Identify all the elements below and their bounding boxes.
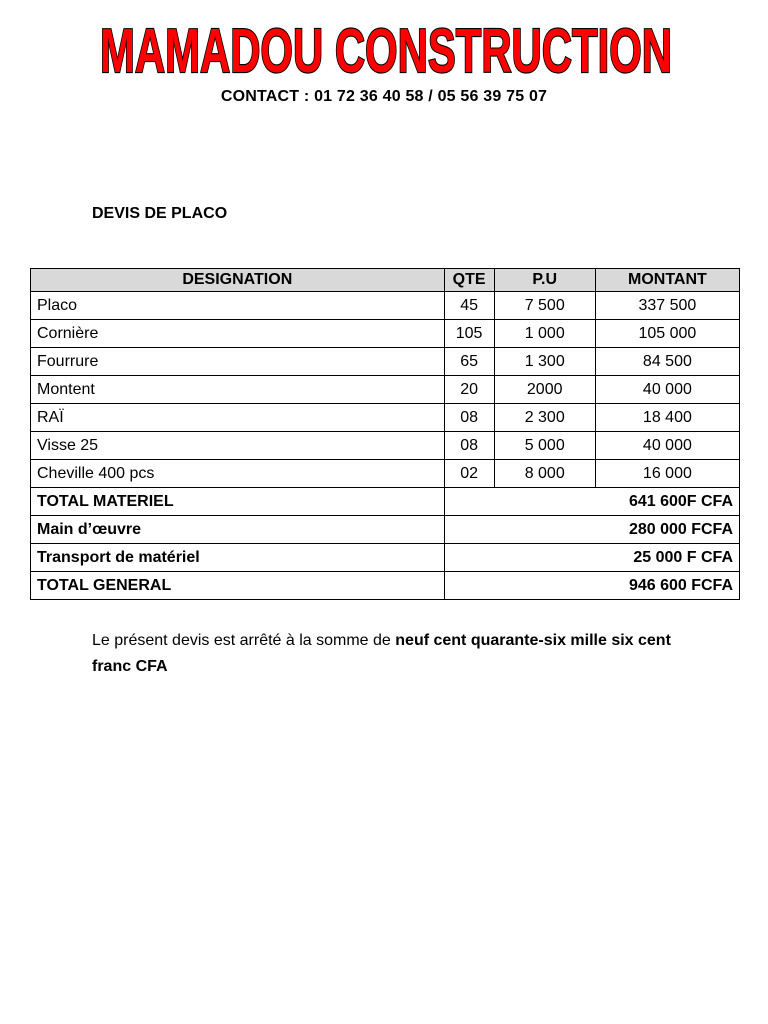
summary-label: TOTAL GENERAL: [31, 572, 445, 600]
cell-designation: Fourrure: [31, 348, 445, 376]
cell-qte: 20: [444, 376, 494, 404]
table-row: [31, 460, 740, 488]
summary-label: Main d’œuvre: [31, 516, 445, 544]
quote-table: [30, 268, 740, 600]
header-qte: QTE: [444, 269, 494, 292]
cell-designation: Visse 25: [31, 432, 445, 460]
cell-pu: 8 000: [494, 460, 595, 488]
table-header-row: [31, 269, 740, 292]
conclusion-amount-words: neuf cent quarante-six mille six cent franc CFA: [92, 632, 671, 675]
summary-value: 641 600F CFA: [444, 488, 739, 516]
cell-pu: 2 300: [494, 404, 595, 432]
table-row: [31, 404, 740, 432]
cell-montant: 16 000: [595, 460, 739, 488]
cell-pu: 5 000: [494, 432, 595, 460]
company-contact: CONTACT : 01 72 36 40 58 / 05 56 39 75 07: [220, 88, 548, 105]
summary-label: TOTAL MATERIEL: [31, 488, 445, 516]
header-designation: DESIGNATION: [31, 269, 445, 292]
summary-value: 25 000 F CFA: [444, 544, 739, 572]
conclusion-text: [92, 628, 692, 680]
header-pu: P.U: [494, 269, 595, 292]
summary-label: Transport de matériel: [31, 544, 445, 572]
cell-qte: 08: [444, 404, 494, 432]
cell-qte: 08: [444, 432, 494, 460]
conclusion-prefix: Le présent devis est arrêté à la somme de: [92, 632, 396, 649]
cell-pu: 7 500: [494, 292, 595, 320]
cell-qte: 105: [444, 320, 494, 348]
cell-pu: 1 300: [494, 348, 595, 376]
cell-montant: 105 000: [595, 320, 739, 348]
cell-designation: Cheville 400 pcs: [31, 460, 445, 488]
summary-row-main-oeuvre: [31, 516, 740, 544]
summary-row-total-materiel: [31, 488, 740, 516]
cell-designation: Cornière: [31, 320, 445, 348]
table-row: [31, 432, 740, 460]
summary-row-total-general: [31, 572, 740, 600]
document-title: DEVIS DE PLACO: [92, 205, 228, 222]
cell-montant: 337 500: [595, 292, 739, 320]
summary-value: 946 600 FCFA: [444, 572, 739, 600]
cell-montant: 84 500: [595, 348, 739, 376]
cell-qte: 65: [444, 348, 494, 376]
table-row: [31, 320, 740, 348]
summary-row-transport: [31, 544, 740, 572]
cell-qte: 02: [444, 460, 494, 488]
cell-montant: 40 000: [595, 376, 739, 404]
company-logo: [0, 14, 768, 80]
cell-pu: 1 000: [494, 320, 595, 348]
cell-montant: 18 400: [595, 404, 739, 432]
svg-text:MAMADOU CONSTRUCTION: MAMADOU CONSTRUCTION: [100, 17, 672, 80]
cell-montant: 40 000: [595, 432, 739, 460]
header-montant: MONTANT: [595, 269, 739, 292]
summary-value: 280 000 FCFA: [444, 516, 739, 544]
cell-designation: Montent: [31, 376, 445, 404]
cell-qte: 45: [444, 292, 494, 320]
cell-designation: RAÏ: [31, 404, 445, 432]
cell-designation: Placo: [31, 292, 445, 320]
table-row: [31, 292, 740, 320]
cell-pu: 2000: [494, 376, 595, 404]
table-row: [31, 376, 740, 404]
table-row: [31, 348, 740, 376]
